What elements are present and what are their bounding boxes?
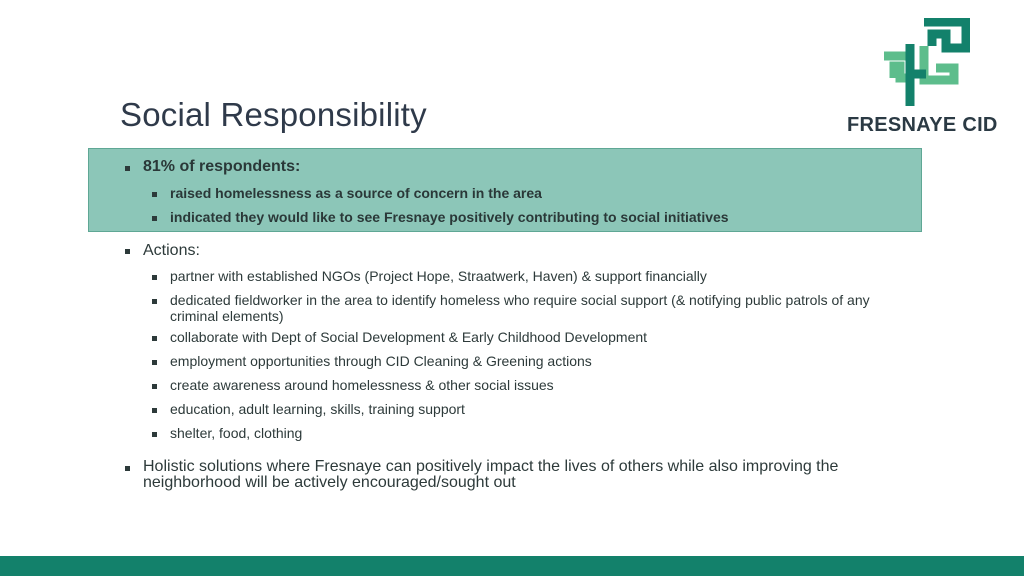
slide-title: Social Responsibility [120, 96, 427, 133]
logo-wordmark: FRESNAYE CID [847, 114, 998, 136]
bullet-marker [152, 432, 157, 437]
list-item: indicated they would like to see Fresnaye positively contributing to social initiatives [170, 209, 729, 225]
list-item: education, adult learning, skills, training support [170, 401, 465, 417]
bullet-marker [152, 336, 157, 341]
respondents-heading: 81% of respondents: [143, 158, 301, 175]
list-item: create awareness around homelessness & other social issues [170, 377, 554, 393]
bullet-marker [152, 275, 157, 280]
bullet-marker [152, 216, 157, 221]
actions-heading: Actions: [143, 242, 200, 259]
list-item: shelter, food, clothing [170, 425, 303, 441]
bullet-marker [152, 384, 157, 389]
bullet-marker [152, 408, 157, 413]
bullet-marker [125, 466, 130, 471]
footer-bar [0, 556, 1024, 576]
bullet-marker [152, 192, 157, 197]
closing-statement: Holistic solutions where Fresnaye can positively impact the lives of others while also improving the neighborhood will be actively encouraged/sought out [143, 458, 839, 491]
list-item: partner with established NGOs (Project Hope, Straatwerk, Haven) & support financially [170, 268, 707, 284]
list-item: employment opportunities through CID Cleaning & Greening actions [170, 353, 592, 369]
list-item: collaborate with Dept of Social Development & Early Childhood Development [170, 329, 648, 345]
bullet-marker [125, 166, 130, 171]
list-item: raised homelessness as a source of concern in the area [170, 185, 542, 201]
bullet-marker [152, 360, 157, 365]
bullet-marker [152, 299, 157, 304]
fresnaye-logo-icon [880, 18, 970, 110]
fresnaye-cid-logo [845, 18, 1005, 138]
bullet-marker [125, 249, 130, 254]
list-item: dedicated fieldworker in the area to identify homeless who require social support (& notifying public patrols of any criminal elements) [170, 292, 870, 324]
